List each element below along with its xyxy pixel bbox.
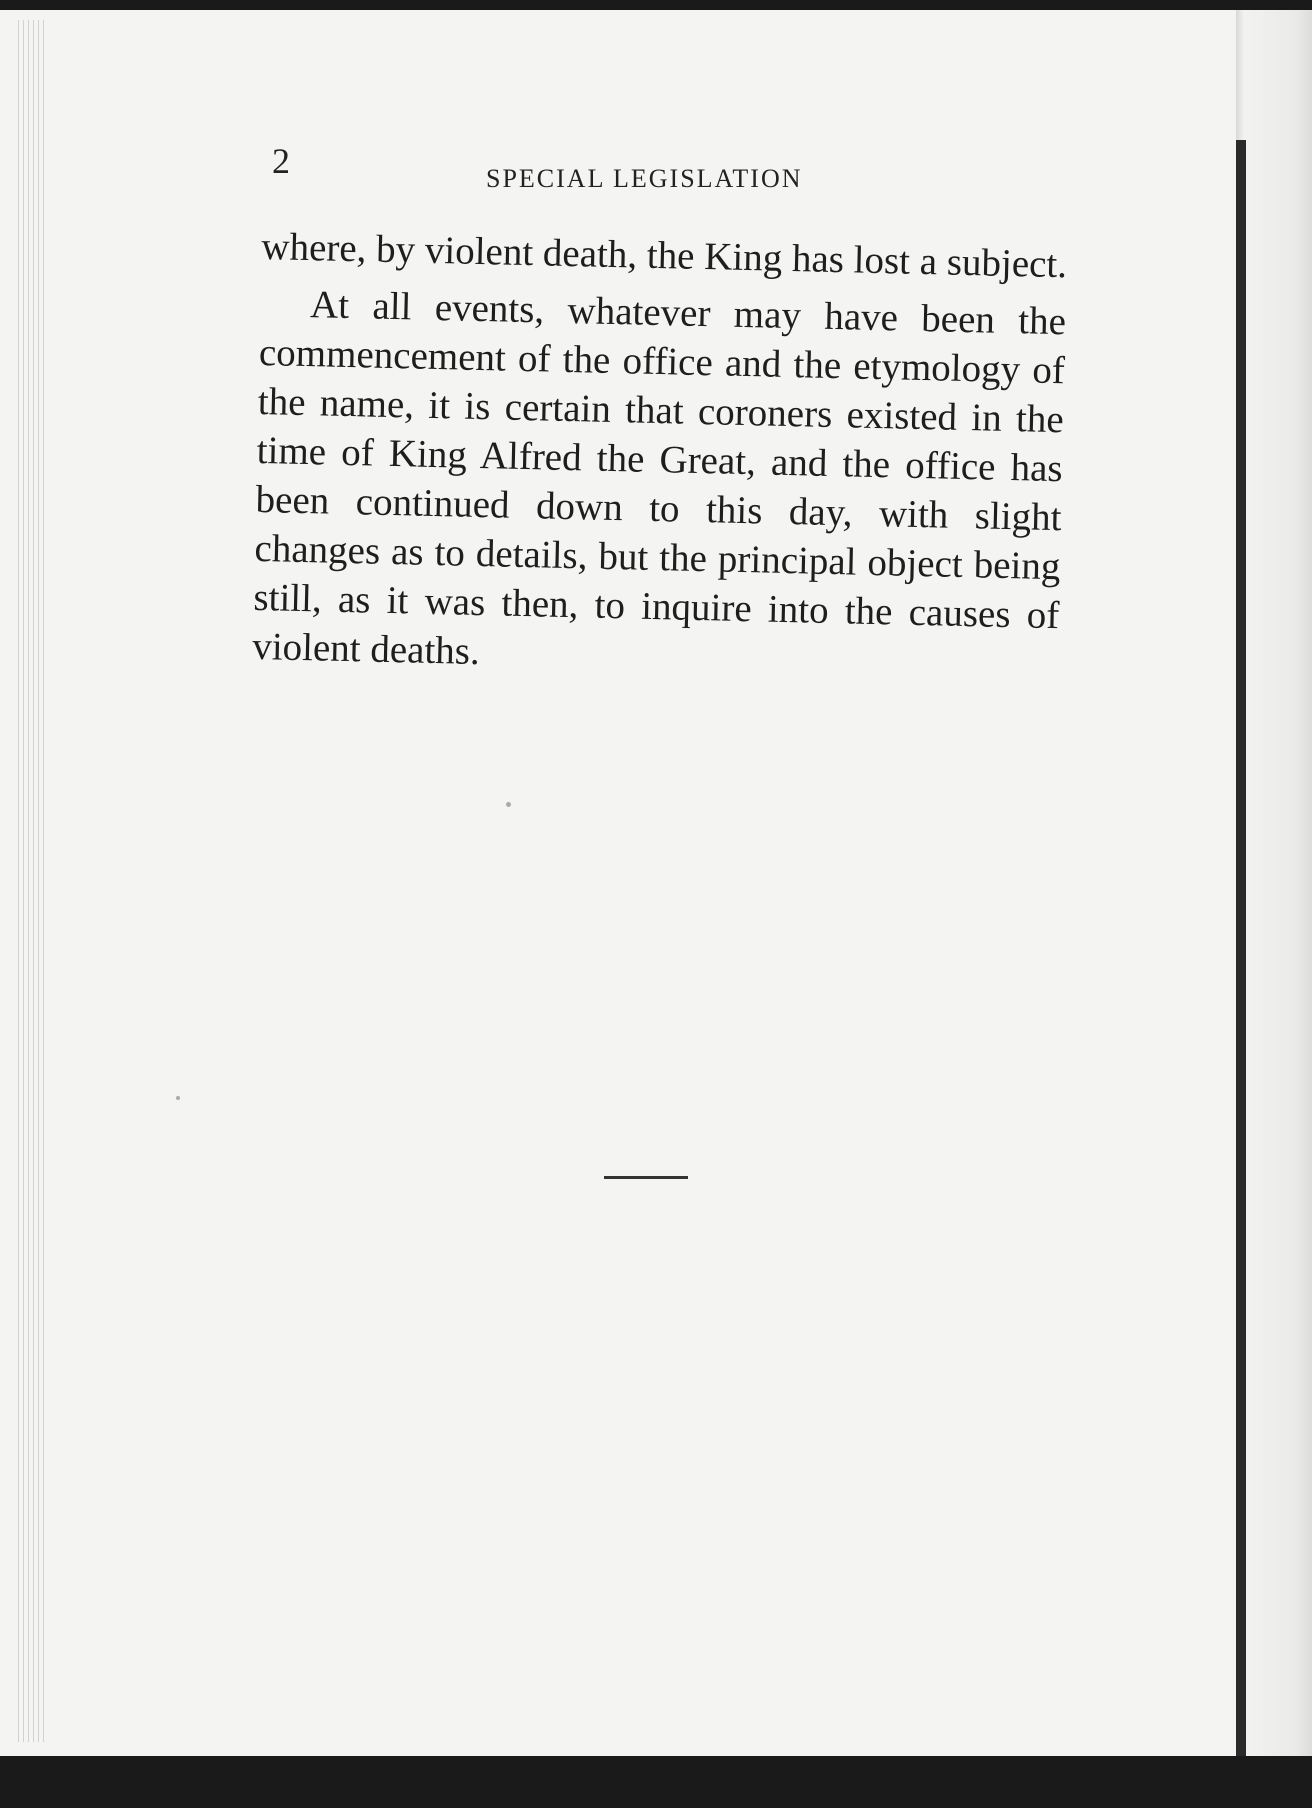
book-spine — [1236, 10, 1312, 1756]
scan-speck — [506, 802, 511, 807]
paragraph: where, by violent death, the King has lost a subject. — [260, 224, 1068, 287]
scan-top-border — [0, 0, 1312, 10]
spine-shadow — [1236, 140, 1246, 1756]
section-end-rule — [604, 1176, 688, 1179]
paragraph: At all events, whatever may have been the commencement of the office and the etymology of the name, it is certain that coroners existed in the time of King Alfred the Great, and the office has been continued down to this day, with slight changes as to details, but the principal object being still, as it was then, to inquire into the causes of violent deaths. — [251, 283, 1067, 674]
page-number: 2 — [272, 141, 290, 181]
running-head: SPECIAL LEGISLATION — [486, 164, 803, 193]
page-edges — [18, 20, 48, 1742]
scan-speck — [176, 1096, 180, 1100]
body-text — [252, 222, 1068, 689]
